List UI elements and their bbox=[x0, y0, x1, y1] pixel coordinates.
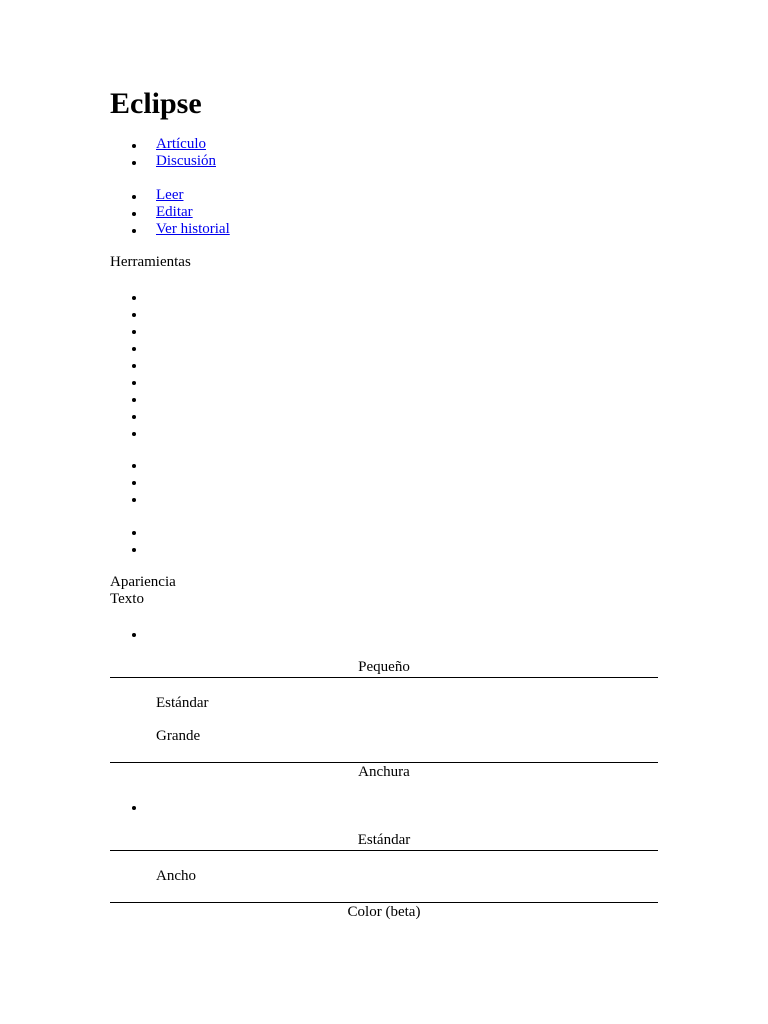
tab-view-history[interactable]: Ver historial bbox=[156, 221, 230, 237]
width-list bbox=[110, 798, 156, 815]
tools-item[interactable] bbox=[110, 305, 156, 322]
tools-list-other-projects bbox=[110, 523, 156, 557]
tab-history-item bbox=[110, 221, 230, 238]
tab-article[interactable]: Artículo bbox=[156, 136, 206, 152]
tab-read-item bbox=[110, 187, 230, 204]
divider bbox=[110, 902, 658, 903]
tab-article-item bbox=[110, 136, 216, 153]
text-size-item[interactable] bbox=[110, 625, 156, 642]
tools-item[interactable] bbox=[110, 288, 156, 305]
tools-item[interactable] bbox=[110, 456, 156, 473]
tools-item[interactable] bbox=[110, 523, 156, 540]
tools-item[interactable] bbox=[110, 407, 156, 424]
appearance-heading[interactable]: Apariencia bbox=[110, 574, 176, 590]
tools-list-print bbox=[110, 456, 156, 507]
width-item[interactable] bbox=[110, 798, 156, 815]
view-tabs bbox=[110, 187, 230, 238]
page-title: Eclipse bbox=[110, 87, 202, 120]
tools-item[interactable] bbox=[110, 356, 156, 373]
width-standard-option[interactable]: Estándar bbox=[357, 832, 411, 848]
text-size-large-option[interactable]: Grande bbox=[156, 728, 201, 744]
text-size-list bbox=[110, 625, 156, 642]
namespace-tabs bbox=[110, 136, 216, 170]
divider bbox=[110, 850, 658, 851]
tab-read[interactable]: Leer bbox=[156, 187, 184, 203]
divider bbox=[110, 762, 658, 763]
width-wide-option[interactable]: Ancho bbox=[156, 868, 196, 884]
tools-item[interactable] bbox=[110, 339, 156, 356]
tools-list-general bbox=[110, 288, 156, 441]
tools-item[interactable] bbox=[110, 373, 156, 390]
tools-item[interactable] bbox=[110, 390, 156, 407]
text-size-small-option[interactable]: Pequeño bbox=[358, 659, 410, 675]
text-size-standard-option[interactable]: Estándar bbox=[156, 695, 209, 711]
color-heading: Color (beta) bbox=[347, 904, 421, 920]
text-size-heading: Texto bbox=[110, 591, 144, 607]
tab-edit[interactable]: Editar bbox=[156, 204, 193, 220]
divider bbox=[110, 677, 658, 678]
tools-item[interactable] bbox=[110, 473, 156, 490]
tools-item[interactable] bbox=[110, 540, 156, 557]
tab-discussion[interactable]: Discusión bbox=[156, 153, 216, 169]
tools-item[interactable] bbox=[110, 322, 156, 339]
tools-item[interactable] bbox=[110, 424, 156, 441]
tools-item[interactable] bbox=[110, 490, 156, 507]
tools-heading[interactable]: Herramientas bbox=[110, 254, 191, 270]
tab-discussion-item bbox=[110, 153, 216, 170]
width-heading: Anchura bbox=[358, 764, 410, 780]
tab-edit-item bbox=[110, 204, 230, 221]
